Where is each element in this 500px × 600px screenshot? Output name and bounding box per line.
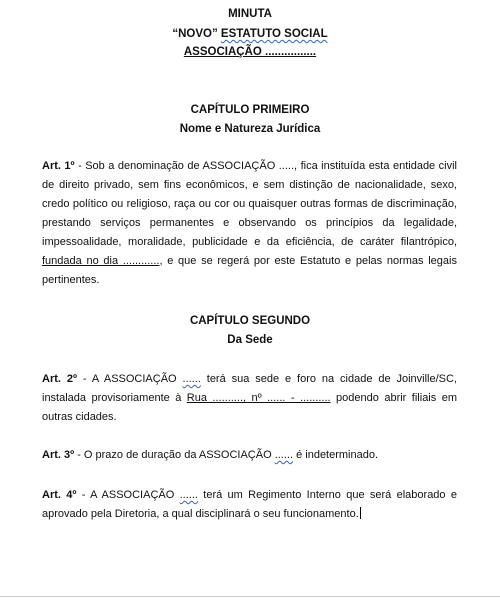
art1-label: Art. 1º [42,160,75,172]
art2-underlined: Rua .........., nº ...... - .......... [186,392,331,404]
doc-heading-minuta [0,7,500,21]
chapter1-subtitle [0,122,500,136]
chapter1-subtitle-text: Nome e Natureza Jurídica [179,123,321,135]
chapter2-subtitle [0,333,500,347]
chapter1-title [0,103,500,117]
art3-label: Art. 3º [42,449,75,461]
art1-text-b: , e que se regerá por este Estatuto e pelas normas legais pertinentes. [42,255,457,286]
heading-minuta-text: MINUTA [228,8,272,20]
art1-text-a: - Sob a denominação de ASSOCIAÇÃO ....., fica instituída esta entidade civil de direito privado, sem fins econômicos, e sem distinção de nacionalidade, sexo, credo político ou religioso, raça ou cor ou quaisquer outras formas de discriminação, prestando serviços permanentes e observando os princípios da legalidade, impessoalidade, moralidade, publicidade e da eficiência, de caráter filantrópico, [42,160,457,248]
article-3-paragraph[interactable] [42,446,457,465]
art3-text-b: é indeterminado. [293,449,379,461]
doc-heading-associacao [0,45,500,59]
art2-text-c: podendo abrir filiais em outras cidades. [42,392,457,423]
art2-text-a: - A ASSOCIAÇÃO [76,373,183,385]
art4-text-b: terá um Regimento Interno que será elaborado e aprovado pela Diretoria, a qual disciplinará o seu funcionamento. [42,489,457,520]
art4-text-a: - A ASSOCIAÇÃO [76,489,180,501]
heading-novo-text: “NOVO” [172,28,221,40]
article-2-paragraph[interactable] [42,370,457,427]
article-1-paragraph[interactable] [42,157,457,290]
art2-text-b: terá sua sede e foro na cidade de Joinville/SC, instalada provisoriamente à [42,373,457,404]
chapter2-title [0,314,500,328]
art4-label: Art. 4º [42,489,77,501]
chapter2-subtitle-text: Da Sede [227,334,273,346]
art4-wavy: ...... [179,489,198,501]
art3-text-a: - O prazo de duração da ASSOCIAÇÃO [74,449,275,461]
art3-wavy: ...... [274,449,294,461]
heading-estatuto-text: ESTATUTO SOCIAL [220,28,328,40]
chapter2-title-text: CAPÍTULO SEGUNDO [189,315,311,327]
art2-label: Art. 2º [42,373,77,385]
doc-heading-estatuto [0,27,500,41]
chapter1-title-text: CAPÍTULO PRIMEIRO [190,104,310,116]
heading-associacao-text: ASSOCIAÇÃO ................ [183,46,317,58]
text-cursor [360,507,361,519]
page-bottom-border [0,596,500,597]
article-4-paragraph[interactable] [42,486,457,524]
art2-wavy: ...... [182,373,201,385]
art1-underlined: fundada no dia ............ [42,255,160,267]
